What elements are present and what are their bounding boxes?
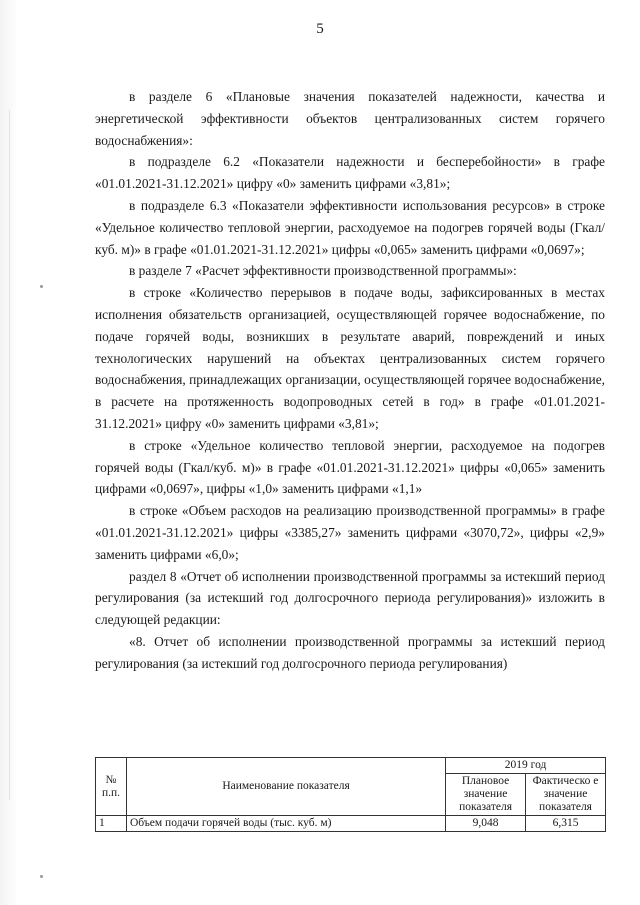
paragraph: в подразделе 6.3 «Показатели эффективности использования ресурсов» в строке «Удельное количество тепловой энергии, расходуемое на подогрев горячей воды (Гкал/куб. м)» в графе «01.01.2021-31.12.2021» цифры «0,065» заменить цифрами «0,0697»;: [95, 197, 605, 257]
row-plan-value: 9,048: [446, 816, 526, 832]
table-row: [96, 816, 606, 832]
paragraph: в разделе 6 «Плановые значения показателей надежности, качества и энергетической эффективности объектов централизованных систем горячего водоснабжения»:: [95, 89, 605, 148]
paragraph: в строке «Объем расходов на реализацию производственной программы» в графе «01.01.2021-31.12.2021» цифры «3385,27» заменить цифрами «3070,72», цифры «2,9» заменить цифрами «6,0»;: [95, 503, 605, 562]
paragraph: в строке «Количество перерывов в подаче воды, зафиксированных в местах исполнения обязательств организацией, осуществляющей горячее водоснабжение, по подаче горячей воды, возникших в результате аварий, повреждений и иных технологических нарушений на объектах централизованных систем горячего водоснабжения, принадлежащих организации, осуществляющей горячее водоснабжение, в расчете на протяженность водопроводных сетей в год» в графе «01.01.2021-31.12.2021» цифру «0» заменить цифрами «3,81»;: [95, 285, 605, 431]
col-fact-header: Фактическо е значение показателя: [526, 774, 606, 816]
paragraph: «8. Отчет об исполнении производственной программы за истекший период регулирования (за истекший год долгосрочного периода регулирования): [95, 633, 605, 671]
row-name: Объем подачи горячей воды (тыс. куб. м): [126, 816, 445, 832]
scan-speck: [40, 875, 43, 878]
scan-edge-line: [9, 110, 10, 800]
paragraph: в строке «Удельное количество тепловой энергии, расходуемое на подогрев горячей воды (Гкал/куб. м)» в графе «01.01.2021-31.12.2021» цифры «0,065» заменить цифрами «0,0697», цифры «1,0» заменить цифрами «1,1»: [95, 437, 605, 497]
paragraph: в разделе 7 «Расчет эффективности производственной программы»:: [129, 263, 517, 279]
paragraph: в подразделе 6.2 «Показатели надежности и бесперебойности» в графе «01.01.2021-31.12.2021» цифру «0» заменить цифрами «3,81»;: [95, 154, 605, 192]
col-num-header: № п.п.: [96, 758, 127, 816]
document-body: [95, 86, 605, 675]
paragraph: раздел 8 «Отчет об исполнении производственной программы за истекший период регулирования (за истекший год долгосрочного периода регулирования)» изложить в следующей редакции:: [95, 568, 605, 628]
year-header: 2019 год: [446, 758, 606, 774]
table-header-row: [96, 758, 606, 774]
row-fact-value: 6,315: [526, 816, 606, 832]
col-name-header: Наименование показателя: [126, 758, 445, 816]
scan-speck: [40, 285, 43, 288]
report-table: [95, 757, 606, 832]
page-number: 5: [316, 21, 324, 37]
col-plan-header: Плановое значение показателя: [446, 774, 526, 816]
row-num: 1: [96, 816, 127, 832]
